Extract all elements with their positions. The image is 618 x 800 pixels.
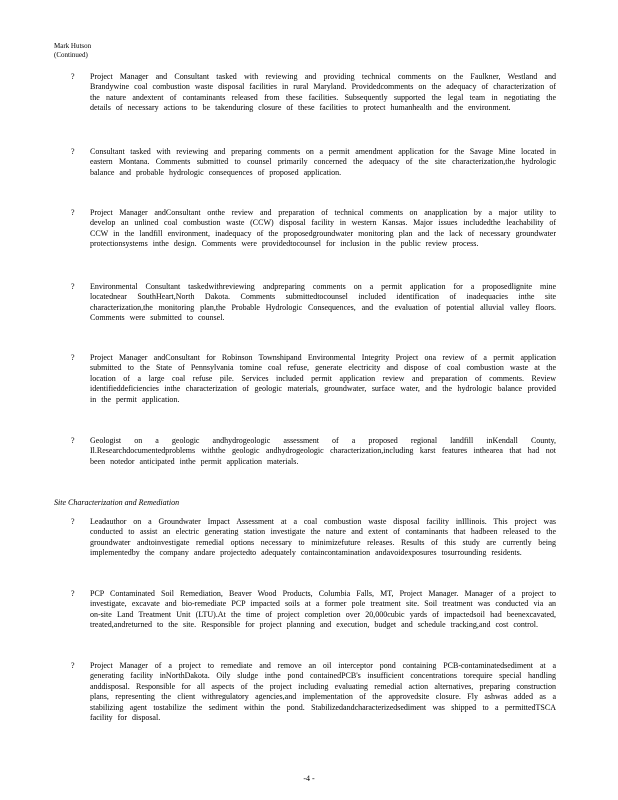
bullet-marker: ? [71,353,75,362]
section-title: Site Characterization and Remediation [54,498,180,507]
bullet-marker: ? [71,589,75,598]
page-header [54,42,91,60]
bullet-marker: ? [71,208,75,217]
bullet-marker: ? [71,517,75,526]
bullet-marker: ? [71,147,75,156]
page-number: -4 - [303,774,315,783]
bullet-marker: ? [71,72,75,81]
experience-item-savage-mine: Consultant tasked with reviewing and preparing comments on a permit amendment application for the Savage Mine located in eastern Montana. Comments submitted to counsel primarily concerned the adequacy of the site characterization,the hydrologic balance and probable hydrologic consequences of proposed application. [90,147,556,177]
experience-item-illinois: Leadauthor on a Groundwater Impact Assessment at a coal combustion waste disposal facility inIllinois. This project was conducted to assist an electric generating station investigate the nature and extent of contaminants that hadbeen released to the groundwater andtoinvestigate remedial options necessary to minimizefuture releases. Results of this study are currently being implementedby the company andare projectedto adequately containcontamination andavoidexposures tosurrounding residents. [90,517,556,558]
experience-item-pcp-soil: PCP Contaminated Soil Remediation, Beaver Wood Products, Columbia Falls, MT, Project Manager. Manager of a project to investigate, excavate and bio-remediate PCP impacted soils at a former pole treatment site. Soil treatment was conducted via an on-site Land Treatment Unit (LTU).At the time of project completion over 20,000cubic yards of impactedsoil had beenexcavated, treated,andreturned to the site. Responsible for project planning and execution, budget and schedule tracking,and cost control. [90,589,556,630]
continued-label: (Continued) [54,51,88,59]
experience-item-south-heart: Environmental Consultant taskedwithreviewing andpreparing comments on a permit application for a proposedlignite mine locatednear SouthHeart,North Dakota. Comments submittedtocounsel included identification of inadequacies inthe site characterization,the monitoring plan,the Probable Hydrologic Consequences, and the evaluation of potential alluvial valley floors. Comments were submitted to counsel. [90,282,556,323]
bullet-marker: ? [71,661,75,670]
experience-item-faulkner: Project Manager and Consultant tasked with reviewing and providing technical comments on the Faulkner, Westland and Brandywine coal combustion waste disposal facilities in rural Maryland. Providedcomments on the adequacy of characterization of the nature andextent of contaminants released from these facilities. Subsequently supported the legal team in negotiating the details of necessary actions to be takenduring closure of these facilities to protect humanhealth and the environment. [90,72,556,113]
experience-item-robinson: Project Manager andConsultant for Robinson Townshipand Environmental Integrity Project ona review of a permit application submitted to the State of Pennsylvania tomine coal refuse, generate electricity and dispose of coal combustion waste at the location of a large coal refuse pile. Services included permit application review and preparation of comments. Review identifieddeficiencies inthe characterization of geologic materials, groundwater, surface water, and the hydrologic balance provided in the permit application. [90,353,556,404]
experience-item-kansas-ccw: Project Manager andConsultant onthe review and preparation of technical comments on anapplication by a major utility to develop an unlined coal combustion waste (CCW) disposal facility in western Kansas. Major issues includedthe leachability of CCW in the landfill environment, inadequacy of the proposedgroundwater monitoring plan and the lack of necessary groundwater protectionsystems inthe design. Comments were providedtocounsel for inclusion in the public review process. [90,208,556,249]
author-name: Mark Hutson [54,42,92,50]
bullet-marker: ? [71,436,75,445]
experience-item-kendall: Geologist on a geologic andhydrogeologic assessment of a proposed regional landfill inKendall County, Il.Researchdocumentedproblems withthe geologic andhydrogeologic characterization,including karst features inthearea that had not been notedor anticipated inthe permit application materials. [90,436,556,466]
bullet-marker: ? [71,282,75,291]
experience-item-pcb-pond: Project Manager of a project to remediate and remove an oil interceptor pond containing PCB-contaminatedsediment at a generating facility inNorthDakota. Oily sludge inthe pond containedPCB's insufficient concentrations torequire special handling anddisposal. Responsible for all aspects of the project including evaluating remedial action alternatives, preparing construction plans, representing the client withregulatory agencies,and implementation of the approvedsite closure. Fly ashwas added as a stabilizing agent tostabilize the sediment within the pond. Stabilizedandcharacterizedsediment was shipped to a permittedTSCA facility for disposal. [90,661,556,723]
